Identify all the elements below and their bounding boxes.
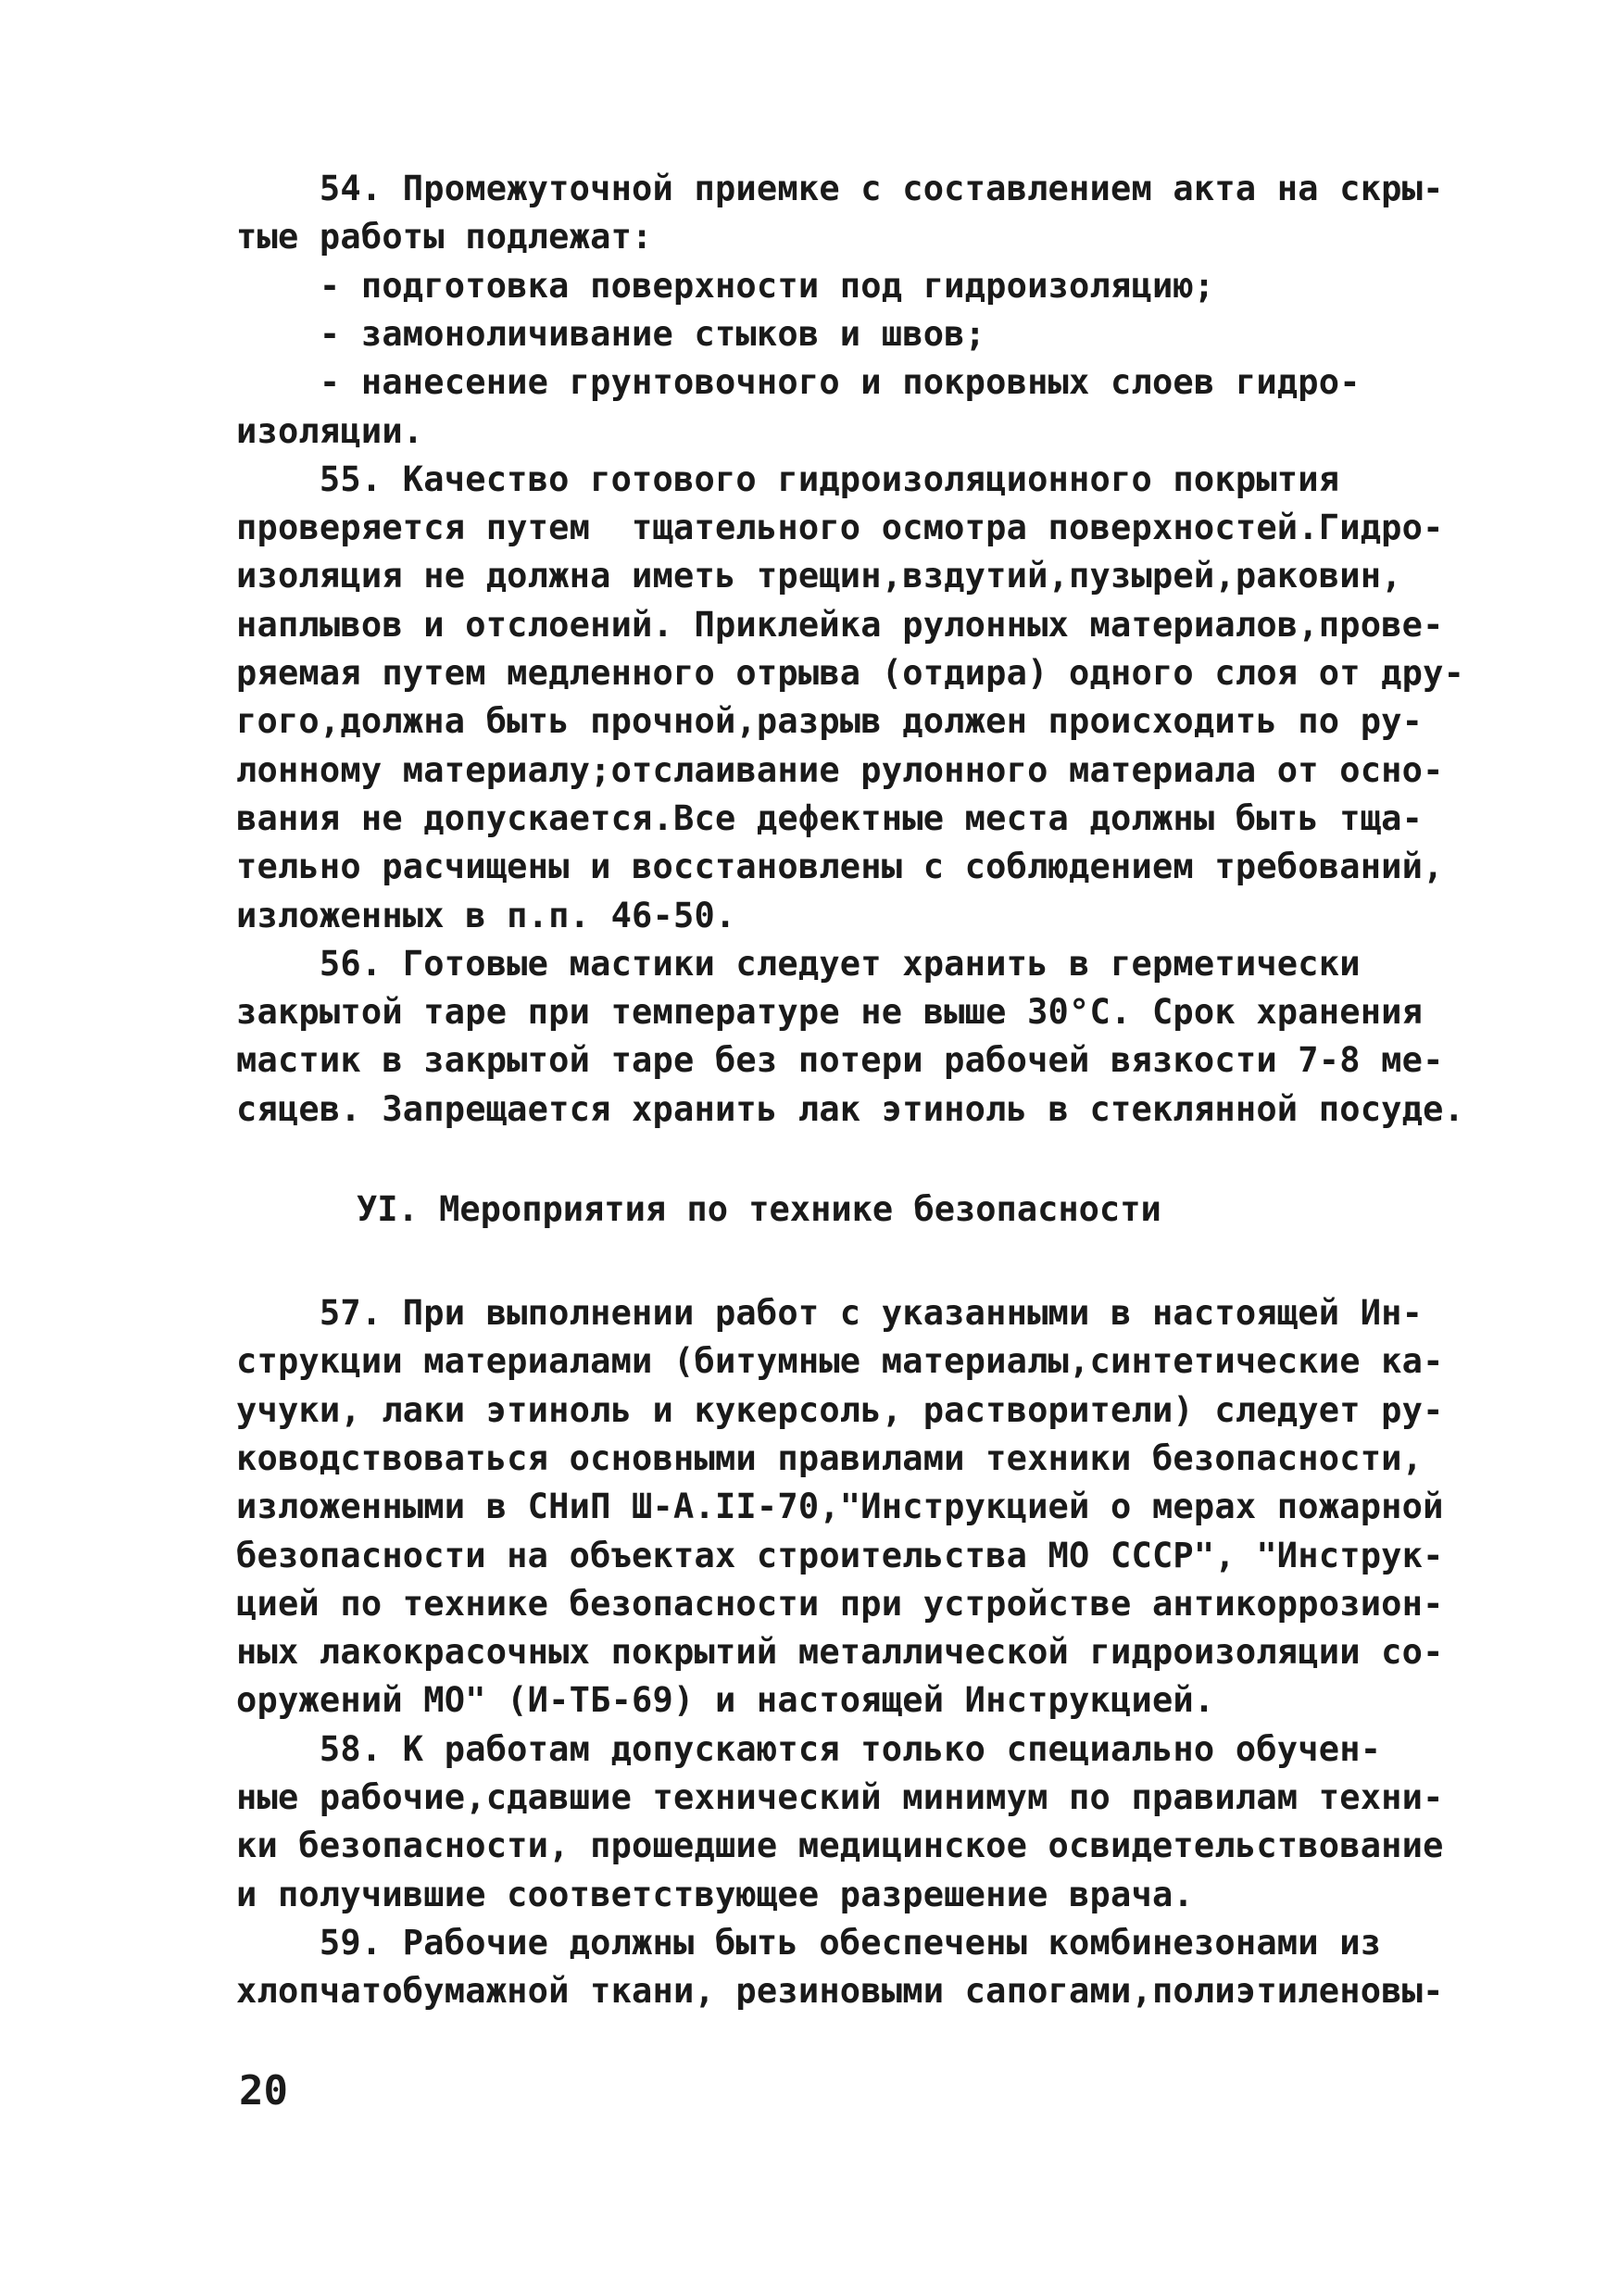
text-line: изоляции. <box>236 410 424 451</box>
text-line: струкции материалами (битумные материалы,синтетические ка- <box>236 1341 1444 1382</box>
text-line: лонному материалу;отслаивание рулонного материала от осно- <box>236 749 1444 790</box>
text-line: 55. Качество готового гидроизоляционного покрытия <box>236 458 1340 499</box>
text-line: безопасности на объектах строительства МО СССР", "Инструк- <box>236 1535 1444 1575</box>
text-line: хлопчатобумажной ткани, резиновыми сапогами,полиэтиленовы- <box>236 1971 1444 2012</box>
text-line: наплывов и отслоений. Приклейка рулонных материалов,прове- <box>236 604 1444 645</box>
text-line: гого,должна быть прочной,разрыв должен происходить по ру- <box>236 701 1424 742</box>
text-line: ряемая путем медленного отрыва (отдира) одного слоя от дру- <box>236 653 1465 693</box>
text-line: 56. Готовые мастики следует хранить в герметически <box>236 943 1361 984</box>
text-line: учуки, лаки этиноль и кукерсоль, растворители) следует ру- <box>236 1389 1444 1430</box>
text-line: изложенными в СНиП Ш-А.II-70,"Инструкцией о мерах пожарной <box>236 1487 1444 1527</box>
text-line: и получившие соответствующее разрешение врача. <box>236 1874 1194 1914</box>
text-line: изоляция не должна иметь трещин,вздутий,пузырей,раковин, <box>236 556 1402 596</box>
text-line: ки безопасности, прошедшие медицинское освидетельствование <box>236 1826 1444 1866</box>
text-line: проверяется путем тщательного осмотра поверхностей.Гидро- <box>236 508 1444 548</box>
text-line: - подготовка поверхности под гидроизоляцию; <box>236 265 1215 306</box>
text-line: 54. Промежуточной приемке с составлением акта на скры- <box>236 169 1444 208</box>
text-line: тые работы подлежат: <box>236 217 653 257</box>
text-line: 57. При выполнении работ с указанными в настоящей Ин- <box>236 1293 1424 1333</box>
text-line: ководствоваться основными правилами техники безопасности, <box>236 1437 1424 1478</box>
text-line: 59. Рабочие должны быть обеспечены комбинезонами из <box>236 1922 1382 1963</box>
text-line: сяцев. Запрещается хранить лак этиноль в стеклянной посуде. <box>236 1088 1465 1129</box>
text-line: - замоноличивание стыков и швов; <box>236 313 986 354</box>
text-line: мастик в закрытой таре без потери рабочей вязкости 7-8 ме- <box>236 1040 1444 1081</box>
text-line: - нанесение грунтовочного и покровных слоев гидро- <box>236 362 1361 403</box>
text-line: закрытой таре при температуре не выше 30°С. Срок хранения <box>236 992 1424 1033</box>
text-line: цией по технике безопасности при устройстве антикоррозион- <box>236 1583 1444 1624</box>
text-line: 58. К работам допускаются только специально обучен- <box>236 1728 1382 1769</box>
text-line: изложенных в п.п. 46-50. <box>236 895 736 935</box>
text-line: тельно расчищены и восстановлены с соблюдением требований, <box>236 847 1444 887</box>
text-line: ные рабочие,сдавшие технический минимум по правилам техни- <box>236 1777 1444 1817</box>
section-heading: УI. Мероприятия по технике безопасности <box>357 1189 1161 1229</box>
text-line: вания не допускается.Все дефектные места должны быть тща- <box>236 797 1424 838</box>
text-line: оружений МО" (И-ТБ-69) и настоящей Инструкцией. <box>236 1680 1215 1721</box>
text-line: ных лакокрасочных покрытий металлической гидроизоляции со- <box>236 1632 1444 1673</box>
page-number: 20 <box>239 2067 288 2114</box>
